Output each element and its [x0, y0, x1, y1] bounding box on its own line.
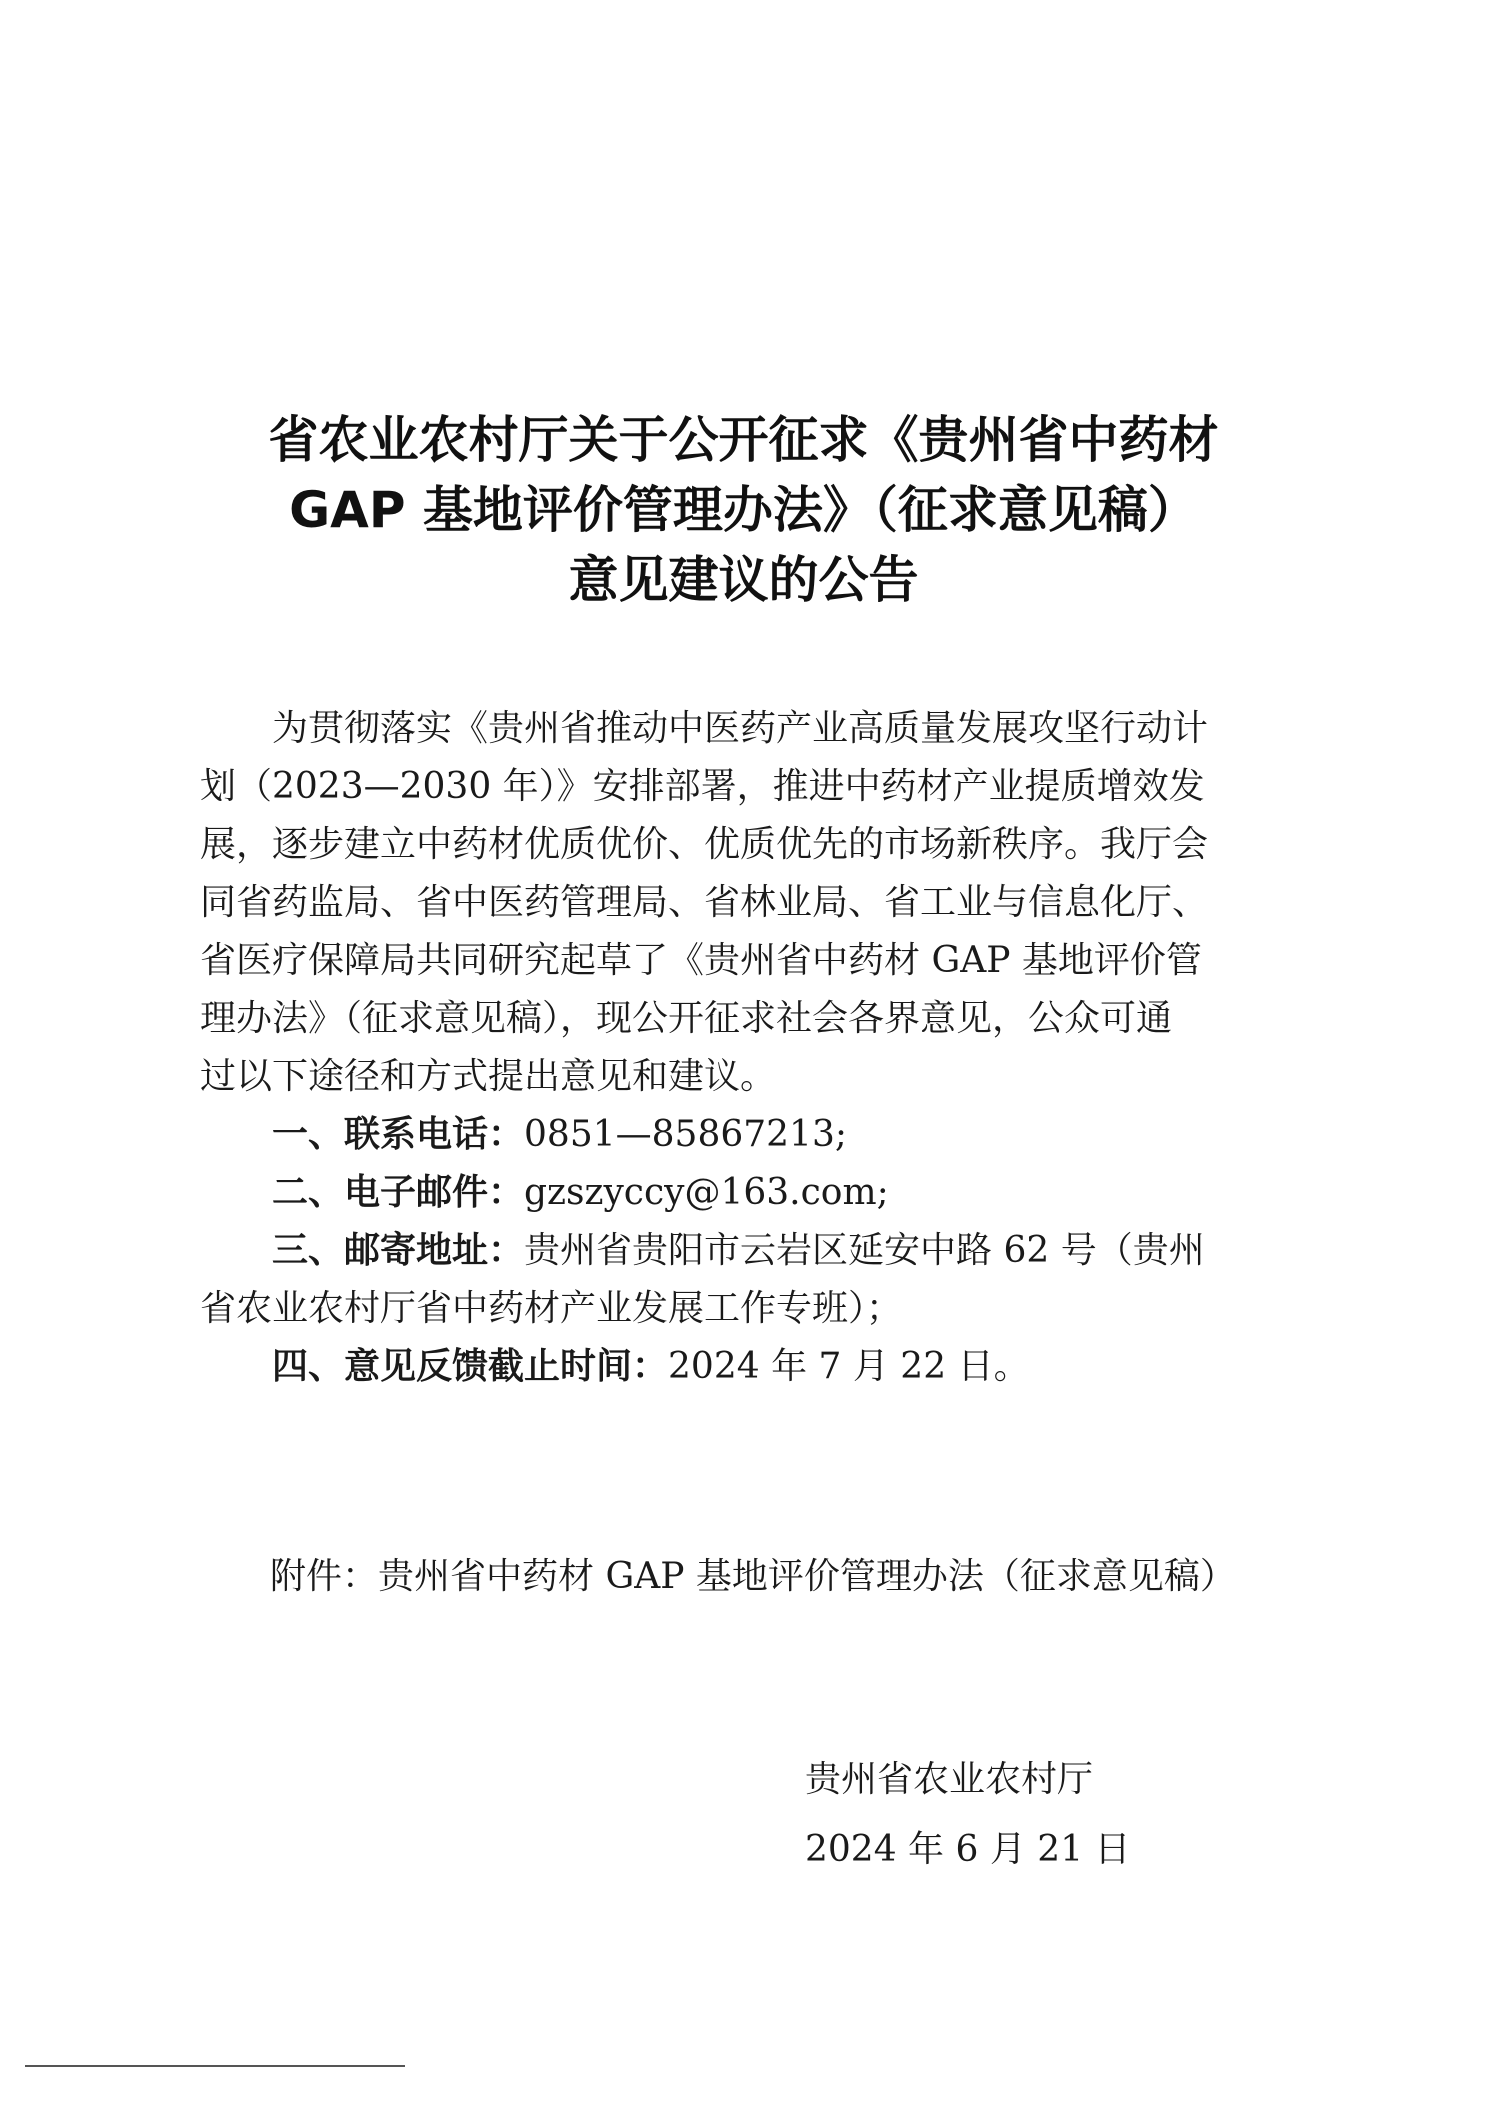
signature-block — [805, 1745, 1131, 1885]
issue-date: 2024 年 6 月 21 日 — [805, 1829, 1131, 1870]
contact-email-item — [200, 1164, 1310, 1222]
paragraph-line: 省医疗保障局共同研究起草了《贵州省中药材 GAP 基地评价管 — [200, 940, 1202, 981]
paragraph-line: 同省药监局、省中医药管理局、省林业局、省工业与信息化厅、 — [200, 882, 1209, 923]
email-address: gzszyccy@163.com; — [524, 1172, 889, 1213]
paragraph-line: 为贯彻落实《贵州省推动中医药产业高质量发展攻坚行动计 — [272, 708, 1209, 749]
item-label: 一、联系电话： — [272, 1114, 525, 1155]
item-label: 四、意见反馈截止时间： — [272, 1346, 669, 1387]
mailing-address-item — [200, 1222, 1310, 1280]
paragraph-line: 展，逐步建立中药材优质优价、优质优先的市场新秩序。我厅会 — [200, 824, 1209, 865]
item-label: 三、邮寄地址： — [272, 1230, 525, 1271]
item-label: 二、电子邮件： — [272, 1172, 525, 1213]
issuing-organization: 贵州省农业农村厅 — [805, 1759, 1094, 1800]
paragraph-line: 过以下途径和方式提出意见和建议。 — [200, 1056, 777, 1097]
attachment-note: 附件：贵州省中药材 GAP 基地评价管理办法（征求意见稿） — [270, 1556, 1236, 1597]
page-title — [150, 405, 1337, 615]
title-line-1: 省农业农村厅关于公开征求《贵州省中药材 — [268, 411, 1219, 469]
deadline-date: 2024 年 7 月 22 日。 — [668, 1346, 1030, 1387]
title-line-3: 意见建议的公告 — [568, 551, 919, 609]
mailing-address-continuation: 省农业农村厅省中药材产业发展工作专班）； — [200, 1288, 903, 1329]
paragraph-line: 理办法》（征求意见稿），现公开征求社会各界意见，公众可通 — [200, 998, 1173, 1039]
mailing-address: 贵州省贵阳市云岩区延安中路 62 号（贵州 — [524, 1230, 1205, 1271]
phone-number: 0851—85867213; — [524, 1114, 847, 1155]
footer-divider — [25, 2065, 405, 2067]
announcement-body — [200, 700, 1310, 1396]
paragraph-line: 划（2023—2030 年）》安排部署，推进中药材产业提质增效发 — [200, 766, 1205, 807]
deadline-item — [200, 1338, 1310, 1396]
contact-phone-item — [200, 1106, 1310, 1164]
title-line-2: GAP 基地评价管理办法》（征求意见稿） — [289, 481, 1198, 539]
